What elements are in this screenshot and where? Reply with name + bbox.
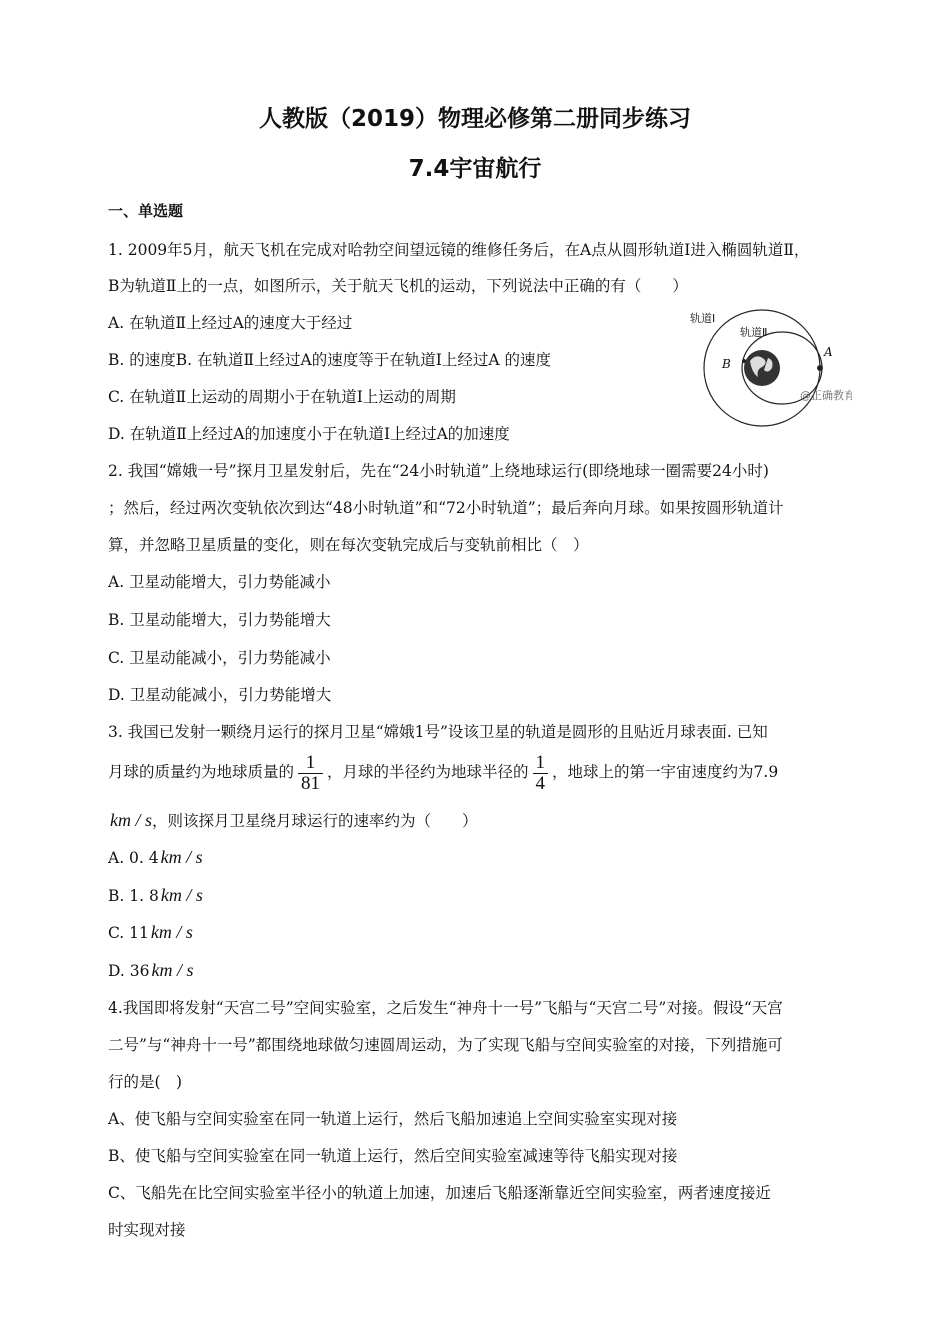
q2-option-b: B. 卫星动能增大，引力势能增大 xyxy=(108,611,331,629)
q3-option-b xyxy=(108,885,203,906)
q4-option-c-line1: C、飞船先在比空间实验室半径小的轨道上加速，加速后飞船逐渐靠近空间实验室，两者速度接近 xyxy=(108,1184,771,1202)
q1-option-c: C. 在轨道Ⅱ上运动的周期小于在轨道Ⅰ上运动的周期 xyxy=(108,388,456,406)
q4-option-a: A、使飞船与空间实验室在同一轨道上运行，然后飞船加速追上空间实验室实现对接 xyxy=(108,1110,678,1128)
page-subtitle: 7.4宇宙航行 xyxy=(408,156,542,182)
option-text: D. 36 xyxy=(108,962,150,980)
unit-km-s: km / s xyxy=(160,885,203,905)
q1-stem-line1: 1. 2009年5月，航天飞机在完成对哈勃空间望远镜的维修任务后，在A点从圆形轨道Ⅰ进入椭圆轨道Ⅱ， xyxy=(108,241,810,259)
q4-stem-line3: 行的是( ) xyxy=(108,1073,183,1091)
q3-stem-text-b: ，月球的半径约为地球半径的 xyxy=(327,763,529,781)
option-text: B. 1. 8 xyxy=(108,887,159,905)
q1-option-d: D. 在轨道Ⅱ上经过A的加速度小于在轨道Ⅰ上经过A的加速度 xyxy=(108,425,510,443)
fraction-denominator: 81 xyxy=(301,772,321,794)
earth-icon xyxy=(744,350,780,386)
q1-option-a: A. 在轨道Ⅱ上经过A的速度大于经过 xyxy=(108,314,353,332)
q3-stem-line1: 3. 我国已发射一颗绕月运行的探月卫星“嫦娥1号”设该卫星的轨道是圆形的且贴近月球表面. 已知 xyxy=(108,723,768,741)
option-text: C. 11 xyxy=(108,924,149,942)
orbit2-label: 轨道Ⅱ xyxy=(740,326,768,339)
q2-option-a: A. 卫星动能增大，引力势能减小 xyxy=(108,573,331,591)
q2-option-d: D. 卫星动能减小，引力势能增大 xyxy=(108,686,332,704)
unit-km-s: km / s xyxy=(110,810,152,830)
q1-stem-line2: B为轨道Ⅱ上的一点，如图所示，关于航天飞机的运动，下列说法中正确的有（ ） xyxy=(108,277,688,295)
q2-stem-line2: ；然后，经过两次变轨依次到达“48小时轨道”和“72小时轨道”；最后奔向月球。如果按圆形轨道计 xyxy=(108,499,784,517)
fraction-1-4 xyxy=(533,753,549,794)
q1-option-b: B. 的速度B. 在轨道Ⅱ上经过A的速度等于在轨道Ⅰ上经过A 的速度 xyxy=(108,351,551,369)
fraction-denominator: 4 xyxy=(535,772,546,794)
fraction-1-81 xyxy=(298,753,323,794)
page-title: 人教版（2019）物理必修第二册同步练习 xyxy=(258,106,691,132)
q3-stem-line3 xyxy=(108,810,478,831)
q3-stem-text: ，则该探月卫星绕月球运行的速率约为（ ） xyxy=(152,812,478,830)
orbit-diagram xyxy=(682,306,852,431)
section-heading: 一、单选题 xyxy=(108,202,184,220)
q3-option-c xyxy=(108,922,193,943)
q2-option-c: C. 卫星动能减小，引力势能减小 xyxy=(108,649,331,667)
fraction-numerator: 1 xyxy=(298,753,323,774)
point-b-marker xyxy=(742,359,746,363)
fraction-numerator: 1 xyxy=(533,753,549,774)
unit-km-s: km / s xyxy=(160,847,203,867)
point-a-label: A xyxy=(824,345,833,359)
q2-stem-line1: 2. 我国“嫦娥一号”探月卫星发射后，先在“24小时轨道”上绕地球运行(即绕地球一圈需要24小时) xyxy=(108,462,769,480)
q3-stem-text-c: ，地球上的第一宇宙速度约为7.9 xyxy=(552,763,779,781)
q3-option-a xyxy=(108,847,203,868)
watermark-text: @正确教育 xyxy=(800,389,852,402)
point-a-marker xyxy=(817,365,823,371)
q3-option-d xyxy=(108,960,193,981)
orbit-figure xyxy=(682,306,852,431)
unit-km-s: km / s xyxy=(151,960,194,980)
q3-stem-line2 xyxy=(108,752,778,796)
q3-stem-text-a: 月球的质量约为地球质量的 xyxy=(108,763,295,781)
q4-option-b: B、使飞船与空间实验室在同一轨道上运行，然后空间实验室减速等待飞船实现对接 xyxy=(108,1147,678,1165)
orbit1-label: 轨道Ⅰ xyxy=(690,312,716,325)
q4-stem-line2: 二号”与“神舟十一号”都围绕地球做匀速圆周运动，为了实现飞船与空间实验室的对接，下列措施可 xyxy=(108,1036,783,1054)
q2-stem-line3: 算，并忽略卫星质量的变化，则在每次变轨完成后与变轨前相比（ ） xyxy=(108,536,589,554)
q4-stem-line1: 4.我国即将发射“天宫二号”空间实验室，之后发生“神舟十一号”飞船与“天宫二号”对接。假设“天宫 xyxy=(108,999,783,1017)
q4-option-c-line2: 时实现对接 xyxy=(108,1221,186,1239)
option-text: A. 0. 4 xyxy=(108,849,159,867)
point-b-label: B xyxy=(722,357,731,371)
unit-km-s: km / s xyxy=(150,922,193,942)
